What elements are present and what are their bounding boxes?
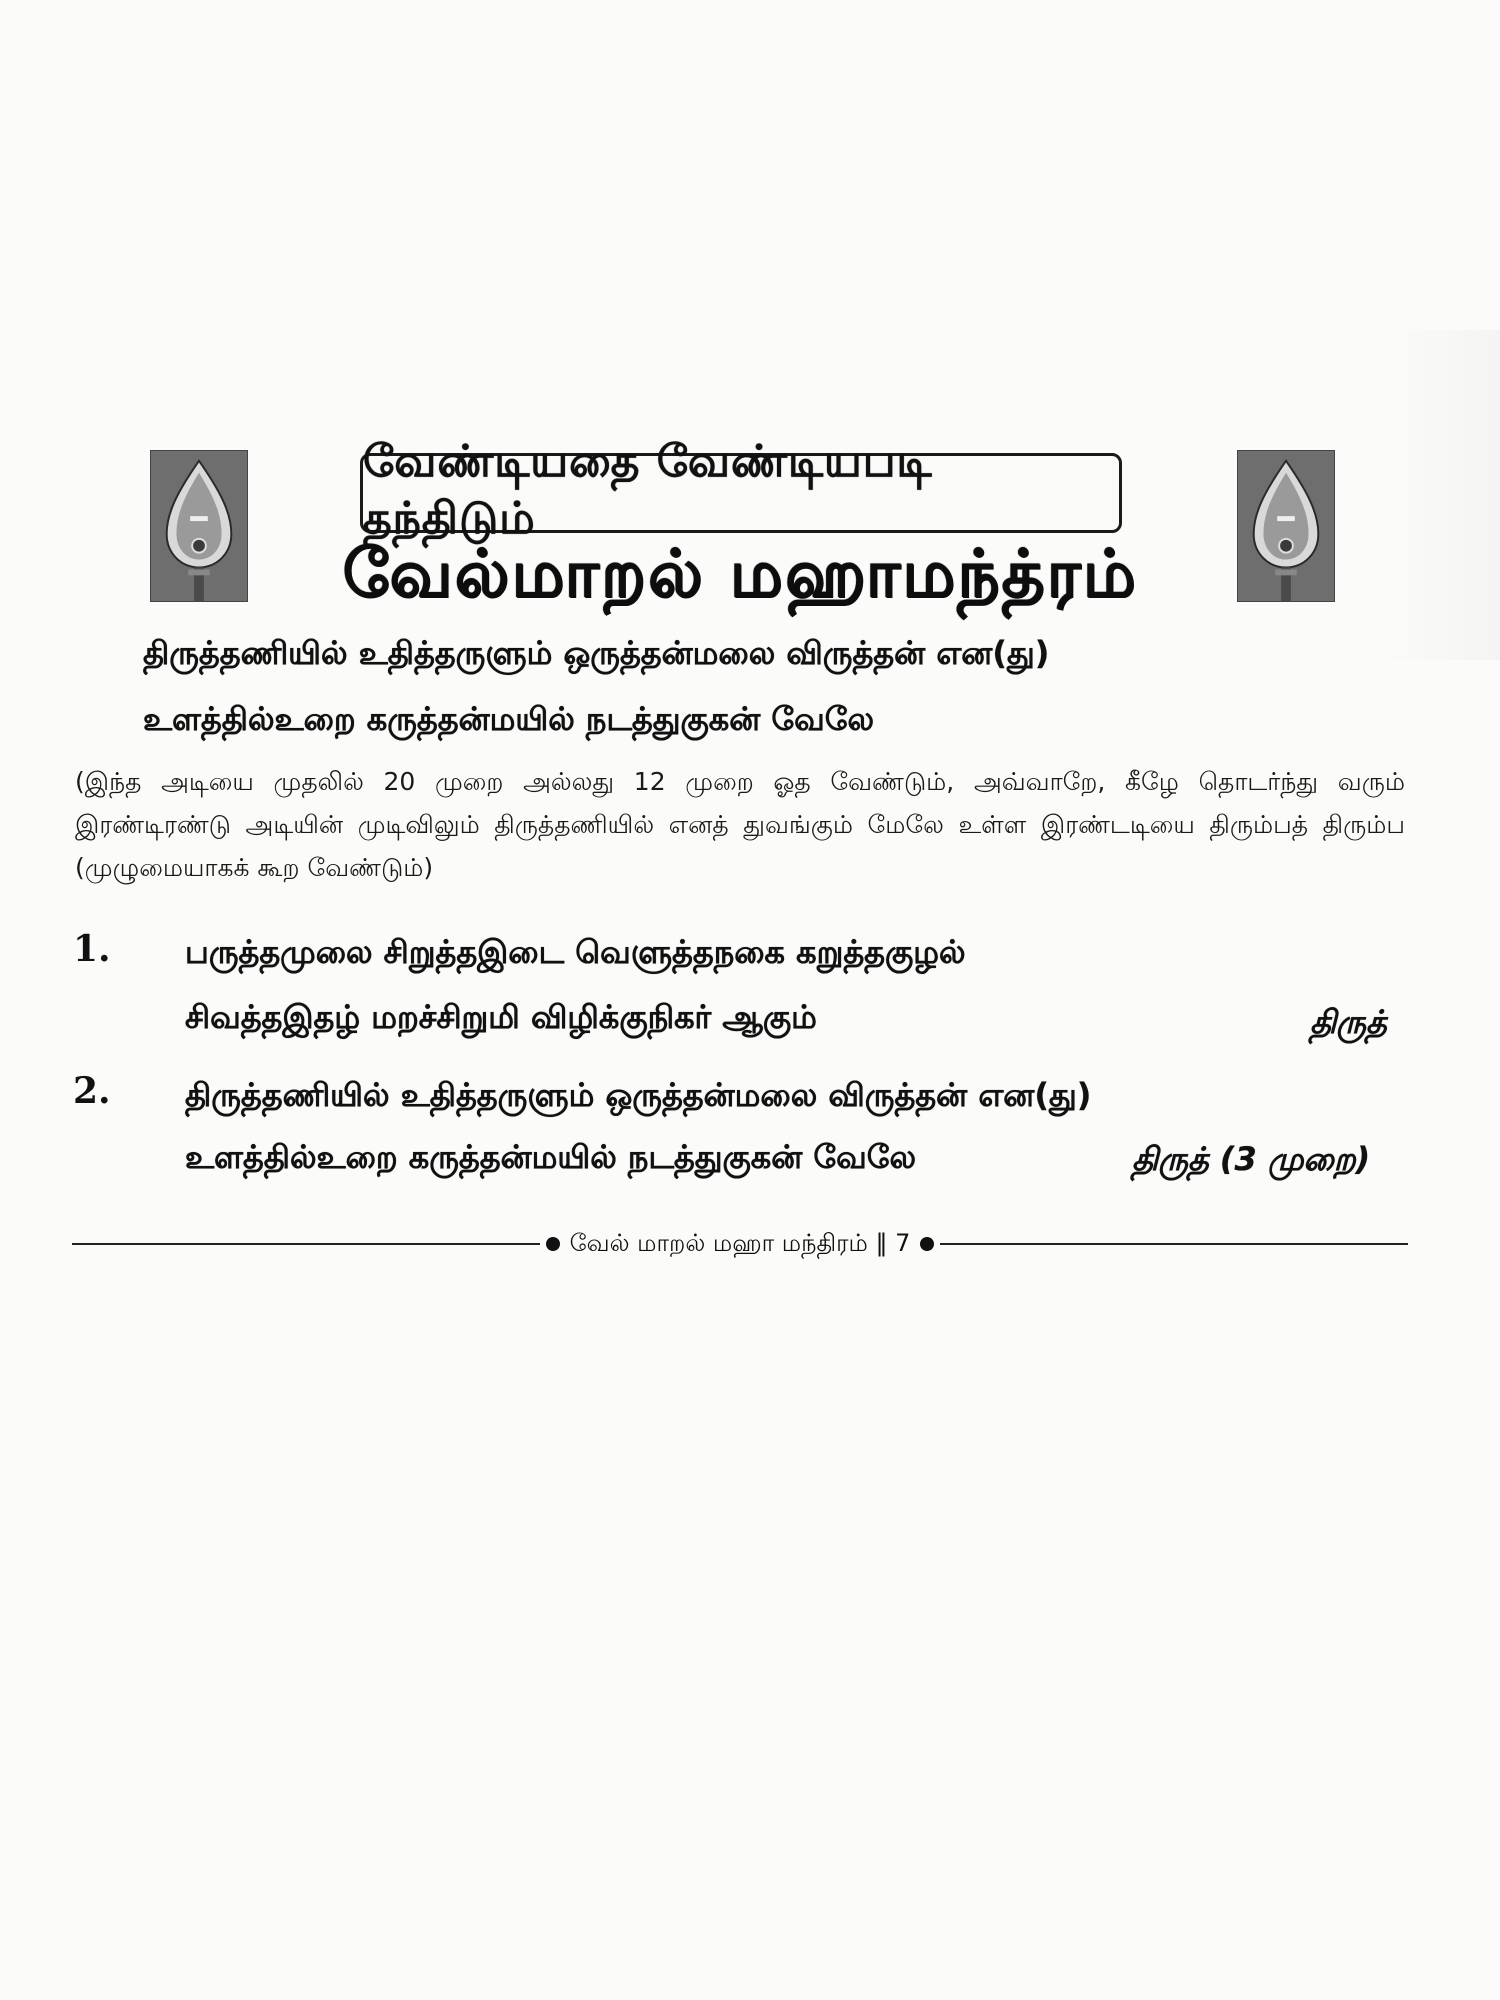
verse-2-refrain: திருத் (3 முறை) <box>1132 1140 1371 1178</box>
vel-spear-icon <box>150 450 248 602</box>
lead-verse-line-1: திருத்தணியில் உதித்தருளும் ஒருத்தன்மலை விருத்தன் என(து) <box>143 634 1050 672</box>
subtitle-box <box>360 436 1122 544</box>
verse-1-refrain: திருத் <box>1310 1003 1387 1041</box>
instruction-note: (இந்த அடியை முதலில் 20 முறை அல்லது 12 முறை ஓத வேண்டும், அவ்வாறே, கீழே தொடர்ந்து வரும் இரண்டிரண்டு அடியின் முடிவிலும் திருத்தணியில் எனத் துவங்கும் மேலே உள்ள இரண்டடியை திரும்பத் திரும்ப (முழுமையாகக் கூற வேண்டும்) <box>75 767 1405 882</box>
verse-2-line-2: உளத்தில்உறை கருத்தன்மயில் நடத்துகுகன் வேலே <box>185 1138 917 1176</box>
verse-1-line-1: பருத்தமுலை சிறுத்தஇடை வெளுத்தநகை கறுத்தகுழல் <box>185 933 966 971</box>
footer-rule-right <box>940 1243 1408 1245</box>
verse-number: 1. <box>73 928 111 970</box>
lead-verse-line-2: உளத்தில்உறை கருத்தன்மயில் நடத்துகுகன் வேலே <box>143 700 875 738</box>
page-title: வேல்மாறல் மஹாமந்த்ரம் <box>342 534 1138 612</box>
bullet-icon <box>546 1237 560 1251</box>
verse-number: 2. <box>73 1070 111 1112</box>
verse-1-line-2: சிவத்தஇதழ் மறச்சிறுமி விழிக்குநிகர் ஆகும் <box>185 998 817 1036</box>
verse-2-line-1: திருத்தணியில் உதித்தருளும் ஒருத்தன்மலை விருத்தன் என(து) <box>185 1076 1092 1114</box>
page-subtitle: வேண்டியதை வேண்டியபடி தந்திடும் <box>363 436 933 544</box>
footer-rule-left <box>72 1243 540 1245</box>
bullet-icon <box>920 1237 934 1251</box>
paper-shadow <box>1380 330 1500 660</box>
footer-label: வேல் மாறல் மஹா மந்திரம் ‖ 7 <box>569 1228 911 1257</box>
vel-spear-icon <box>1237 450 1335 602</box>
page-footer <box>72 1224 1408 1264</box>
